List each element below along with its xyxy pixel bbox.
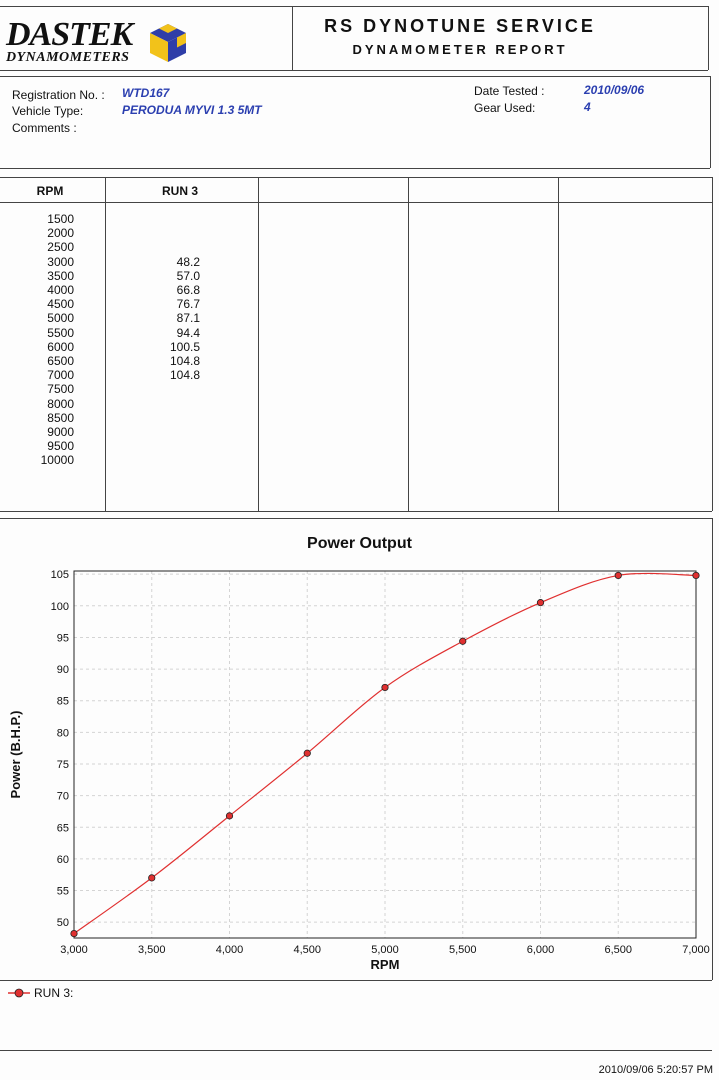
comments-label: Comments : xyxy=(12,121,77,135)
logo-wordmark: DASTEK xyxy=(6,16,133,53)
data-point xyxy=(226,813,232,819)
x-tick-label: 7,000 xyxy=(682,944,710,956)
y-tick-label: 55 xyxy=(56,885,69,898)
run3-cell: 104.8 xyxy=(169,354,200,369)
y-tick-label: 100 xyxy=(50,600,69,613)
divider xyxy=(558,177,559,511)
divider xyxy=(258,177,259,511)
column-header-rpm: RPM xyxy=(36,184,64,198)
run3-cell xyxy=(150,397,200,411)
divider xyxy=(0,202,712,203)
x-tick-label: 6,500 xyxy=(604,944,633,956)
run3-cell xyxy=(150,226,200,240)
y-tick-label: 50 xyxy=(56,917,69,930)
chart-title: Power Output xyxy=(307,535,412,552)
data-point xyxy=(615,572,621,578)
gear-used-label: Gear Used: xyxy=(474,101,536,115)
rpm-cell: 3000 xyxy=(47,254,74,269)
rpm-cell: 9000 xyxy=(47,425,74,440)
run3-cell: 66.8 xyxy=(176,283,200,298)
y-tick-label: 95 xyxy=(56,632,69,645)
run3-cell xyxy=(150,212,200,226)
cube-logo-icon xyxy=(148,22,188,64)
legend-label: RUN 3: xyxy=(34,986,74,1000)
date-tested-value: 2010/09/06 xyxy=(584,83,645,97)
run3-column xyxy=(150,212,200,468)
data-point xyxy=(304,750,310,756)
y-axis-label: Power (B.H.P.) xyxy=(8,710,23,799)
data-point xyxy=(149,875,155,881)
rpm-cell: 4500 xyxy=(47,297,74,312)
report-subtitle: DYNAMOMETER REPORT xyxy=(352,42,568,57)
y-tick-label: 65 xyxy=(56,822,69,835)
logo-subtitle: DYNAMOMETERS xyxy=(6,50,130,65)
divider xyxy=(0,76,710,77)
x-axis-label: RPM xyxy=(370,957,400,972)
data-point xyxy=(382,684,388,690)
rpm-column xyxy=(34,212,74,468)
divider xyxy=(292,6,293,70)
x-tick-label: 6,000 xyxy=(526,944,555,956)
divider xyxy=(0,70,708,71)
rpm-cell: 9500 xyxy=(47,439,74,454)
y-tick-label: 90 xyxy=(56,664,69,677)
rpm-cell: 7000 xyxy=(47,368,74,383)
run3-cell: 76.7 xyxy=(176,297,200,312)
divider xyxy=(0,177,712,178)
x-tick-label: 5,500 xyxy=(448,944,477,956)
registration-value: WTD167 xyxy=(122,86,170,100)
column-header-run3: RUN 3 xyxy=(161,184,198,198)
run3-cell xyxy=(150,425,200,439)
rpm-cell: 5000 xyxy=(47,311,74,326)
rpm-cell: 7500 xyxy=(47,382,74,397)
rpm-cell: 8000 xyxy=(47,396,74,411)
rpm-cell: 6500 xyxy=(47,354,74,369)
report-title: RS DYNOTUNE SERVICE xyxy=(324,16,596,36)
rpm-cell: 2500 xyxy=(47,240,74,255)
run3-cell: 48.2 xyxy=(176,254,200,269)
vehicle-type-value: PERODUA MYVI 1.3 5MT xyxy=(122,103,262,117)
registration-label: Registration No. : xyxy=(12,88,105,102)
data-point xyxy=(693,572,699,578)
legend-marker-icon xyxy=(8,987,30,999)
data-point xyxy=(71,930,77,936)
x-tick-label: 4,000 xyxy=(215,944,244,956)
x-tick-label: 3,000 xyxy=(60,944,88,956)
y-tick-label: 70 xyxy=(56,790,69,803)
rpm-cell: 10000 xyxy=(40,453,74,468)
divider xyxy=(712,177,713,511)
x-tick-label: 5,000 xyxy=(371,944,399,956)
x-tick-label: 4,500 xyxy=(293,944,322,956)
divider xyxy=(0,168,710,169)
rpm-cell: 3500 xyxy=(47,268,74,283)
data-point xyxy=(537,599,543,605)
divider xyxy=(0,518,712,519)
divider xyxy=(408,177,409,511)
y-tick-label: 80 xyxy=(56,727,69,740)
run3-cell: 94.4 xyxy=(176,325,200,340)
divider xyxy=(0,511,712,512)
divider xyxy=(0,6,708,7)
rpm-cell: 6000 xyxy=(47,339,74,354)
rpm-cell: 8500 xyxy=(47,410,74,425)
run3-cell: 87.1 xyxy=(176,311,200,326)
run3-cell: 104.8 xyxy=(169,368,200,383)
rpm-cell: 4000 xyxy=(47,283,74,298)
run3-cell xyxy=(150,453,200,467)
y-tick-label: 75 xyxy=(56,758,69,771)
x-tick-label: 3,500 xyxy=(137,944,166,956)
gear-used-value: 4 xyxy=(584,100,591,114)
rpm-cell: 1500 xyxy=(47,212,74,226)
divider xyxy=(0,1050,712,1051)
run3-cell xyxy=(150,382,200,396)
divider xyxy=(105,177,106,511)
run3-cell: 100.5 xyxy=(169,339,200,354)
rpm-cell: 5500 xyxy=(47,325,74,340)
vehicle-type-label: Vehicle Type: xyxy=(12,104,84,118)
divider xyxy=(0,980,712,981)
print-timestamp: 2010/09/06 5:20:57 PM xyxy=(598,1064,713,1076)
run3-cell xyxy=(150,439,200,453)
divider xyxy=(708,6,709,70)
divider xyxy=(710,76,711,168)
data-point xyxy=(460,638,466,644)
y-tick-label: 60 xyxy=(56,853,69,866)
power-output-chart xyxy=(0,555,719,980)
rpm-cell: 2000 xyxy=(47,226,74,241)
date-tested-label: Date Tested : xyxy=(474,84,545,98)
y-tick-label: 105 xyxy=(50,569,69,582)
run3-cell xyxy=(150,240,200,254)
run3-cell xyxy=(150,411,200,425)
y-tick-label: 85 xyxy=(56,695,69,708)
run3-cell: 57.0 xyxy=(176,268,200,283)
